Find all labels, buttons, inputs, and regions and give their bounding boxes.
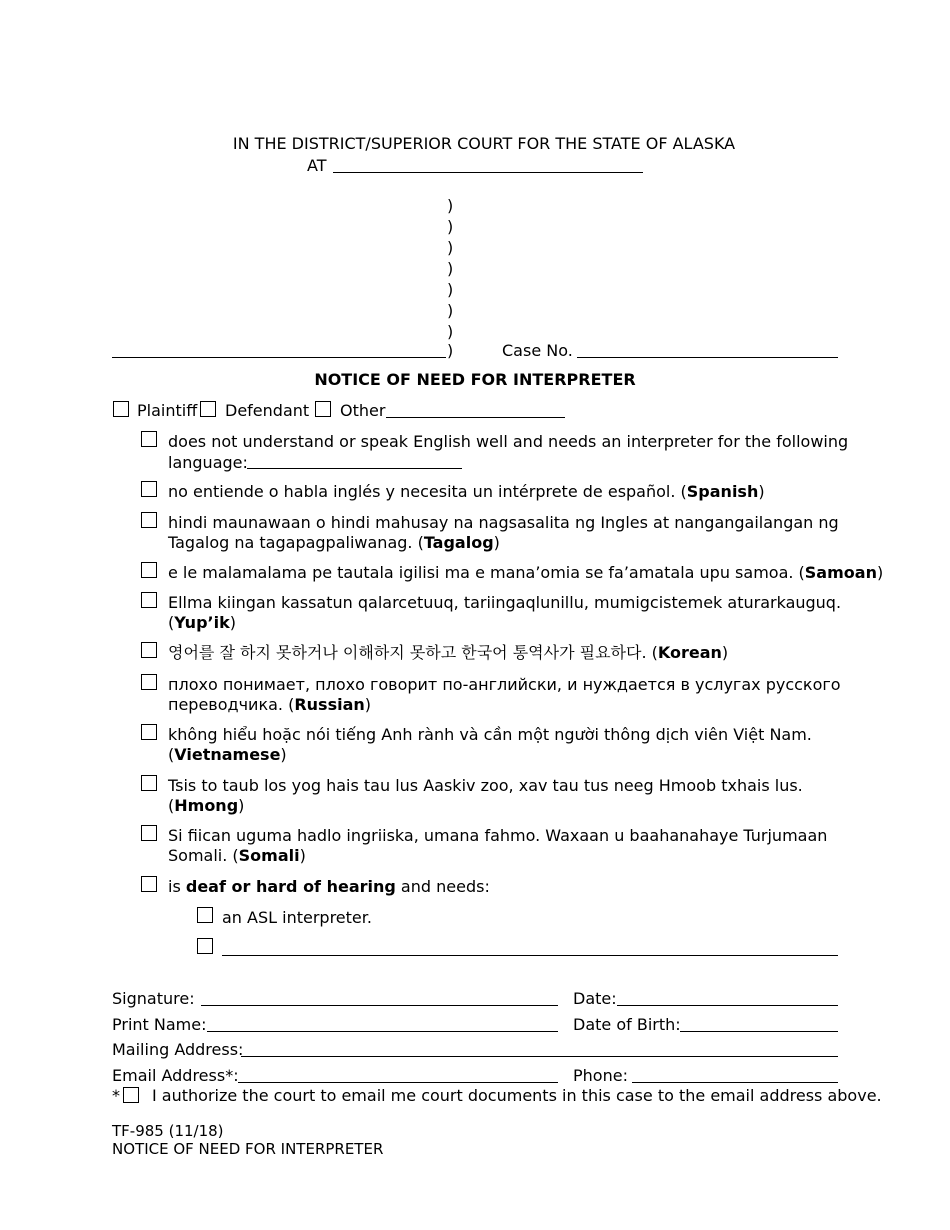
tagalog-text: hindi maunawaan o hindi mahusay na nagsasalita ng Ingles at nangangailangan ng (168, 513, 839, 532)
form-footer-name: NOTICE OF NEED FOR INTERPRETER (112, 1140, 384, 1158)
samoan-text: e le malamalama pe tautala igilisi ma e mana’omia se fa’amatala upu samoa. ( (168, 563, 805, 582)
russian-lang: Russian (294, 695, 365, 714)
caption-paren: ) (447, 217, 454, 236)
tagalog-lang: Tagalog (423, 533, 494, 552)
email-field[interactable] (238, 1082, 558, 1083)
spanish-text: no entiende o habla inglés y necesita un intérprete de español. ( (168, 482, 687, 501)
samoan-option: e le malamalama pe tautala igilisi ma e mana’omia se fa’amatala upu samoa. (Samoan) (168, 563, 884, 582)
somali-option: Somali. (Somali) (168, 846, 306, 865)
hmong-lang: Hmong (174, 796, 239, 815)
phone-field[interactable] (632, 1082, 838, 1083)
dob-field[interactable] (680, 1031, 838, 1032)
russian-text: плохо понимает, плохо говорит по-английски, и нуждается в услугах русского (168, 675, 841, 694)
caption-paren: ) (447, 341, 454, 360)
deaf-bold: deaf or hard of hearing (185, 877, 396, 896)
samoan-checkbox[interactable] (141, 562, 157, 578)
russian-checkbox[interactable] (141, 674, 157, 690)
form-title: NOTICE OF NEED FOR INTERPRETER (314, 370, 636, 389)
signature-label: Signature: (112, 989, 195, 1008)
plaintiff-label: Plaintiff (137, 401, 198, 420)
asl-label: an ASL interpreter. (222, 908, 372, 927)
samoan-lang: Samoan (804, 563, 877, 582)
korean-checkbox[interactable] (141, 642, 157, 658)
vietnamese-lang: Vietnamese (174, 745, 281, 764)
court-location-field[interactable] (333, 172, 643, 173)
hmong-text: Tsis to taub los yog hais tau lus Aaskiv zoo, xav tau tus neeg Hmoob txhais lus. (168, 776, 803, 795)
tagalog-checkbox[interactable] (141, 512, 157, 528)
other-field[interactable] (386, 417, 565, 418)
somali-lang: Somali (238, 846, 300, 865)
dob-label: Date of Birth: (573, 1015, 681, 1034)
caption-paren: ) (447, 259, 454, 278)
case-no-label: Case No. (502, 341, 573, 360)
hmong-option: (Hmong) (168, 796, 245, 815)
caption-paren: ) (447, 322, 454, 341)
yupik-text: Ellma kiingan kassatun qalarcetuuq, tariingaqlunillu, mumigcistemek aturarkauguq. (168, 593, 842, 612)
vietnamese-option: (Vietnamese) (168, 745, 287, 764)
print-name-field[interactable] (207, 1031, 558, 1032)
date-label: Date: (573, 989, 617, 1008)
yupik-checkbox[interactable] (141, 592, 157, 608)
spanish-checkbox[interactable] (141, 481, 157, 497)
authorize-star: * (112, 1086, 120, 1105)
english-checkbox[interactable] (141, 431, 157, 447)
authorize-email-checkbox[interactable] (123, 1087, 139, 1103)
date-field[interactable] (617, 1005, 838, 1006)
signature-field[interactable] (201, 1005, 558, 1006)
spanish-option: no entiende o habla inglés y necesita un intérprete de español. (Spanish) (168, 482, 765, 501)
somali-checkbox[interactable] (141, 825, 157, 841)
print-name-label: Print Name: (112, 1015, 207, 1034)
russian-option: переводчика. (Russian) (168, 695, 372, 714)
russian-text-2: переводчика. ( (168, 695, 295, 714)
vietnamese-text: không hiểu hoặc nói tiếng Anh rành và cần một người thông dịch viên Việt Nam. (168, 725, 812, 744)
other-need-checkbox[interactable] (197, 938, 213, 954)
caption-paren: ) (447, 301, 454, 320)
form-number: TF-985 (11/18) (112, 1122, 224, 1140)
authorize-text: I authorize the court to email me court documents in this case to the email address above. (152, 1086, 882, 1105)
party-name-field[interactable] (112, 357, 446, 358)
defendant-checkbox[interactable] (200, 401, 216, 417)
other-checkbox[interactable] (315, 401, 331, 417)
plaintiff-checkbox[interactable] (113, 401, 129, 417)
deaf-option (168, 876, 490, 897)
korean-lang: Korean (657, 643, 722, 662)
phone-label: Phone: (573, 1066, 628, 1085)
email-label: Email Address*: (112, 1066, 239, 1085)
mailing-label: Mailing Address: (112, 1040, 244, 1059)
other-label: Other (340, 401, 386, 420)
defendant-label: Defendant (225, 401, 310, 420)
korean-option: 영어를 잘 하지 못하거나 이해하지 못하고 한국어 통역사가 필요하다. (Korean) (168, 643, 729, 662)
language-field[interactable] (247, 468, 462, 469)
mailing-field[interactable] (241, 1056, 838, 1057)
tagalog-option: Tagalog na tagapagpaliwanag. (Tagalog) (168, 533, 500, 552)
other-need-field[interactable] (222, 955, 838, 956)
spanish-lang: Spanish (686, 482, 759, 501)
caption-paren: ) (447, 238, 454, 257)
vietnamese-checkbox[interactable] (141, 724, 157, 740)
yupik-option: (Yup’ik) (168, 613, 236, 632)
at-label: AT (307, 156, 327, 175)
deaf-suffix: and needs: (395, 877, 490, 896)
court-heading: IN THE DISTRICT/SUPERIOR COURT FOR THE STATE OF ALASKA (232, 134, 736, 153)
deaf-checkbox[interactable] (141, 876, 157, 892)
korean-text: 영어를 잘 하지 못하거나 이해하지 못하고 한국어 통역사가 필요하다. ( (168, 643, 658, 662)
asl-checkbox[interactable] (197, 907, 213, 923)
somali-text-2: Somali. ( (168, 846, 239, 865)
somali-text: Si fiican uguma hadlo ingriiska, umana fahmo. Waxaan u baahanahaye Turjumaan (168, 826, 828, 845)
case-no-field[interactable] (577, 357, 838, 358)
english-text: does not understand or speak English well and needs an interpreter for the following (168, 432, 849, 451)
yupik-lang: Yup’ik (174, 613, 230, 632)
tagalog-text-2: Tagalog na tagapagpaliwanag. ( (168, 533, 424, 552)
caption-paren: ) (447, 196, 454, 215)
caption-paren: ) (447, 280, 454, 299)
deaf-prefix: is (168, 877, 186, 896)
language-label: language: (168, 453, 248, 472)
hmong-checkbox[interactable] (141, 775, 157, 791)
